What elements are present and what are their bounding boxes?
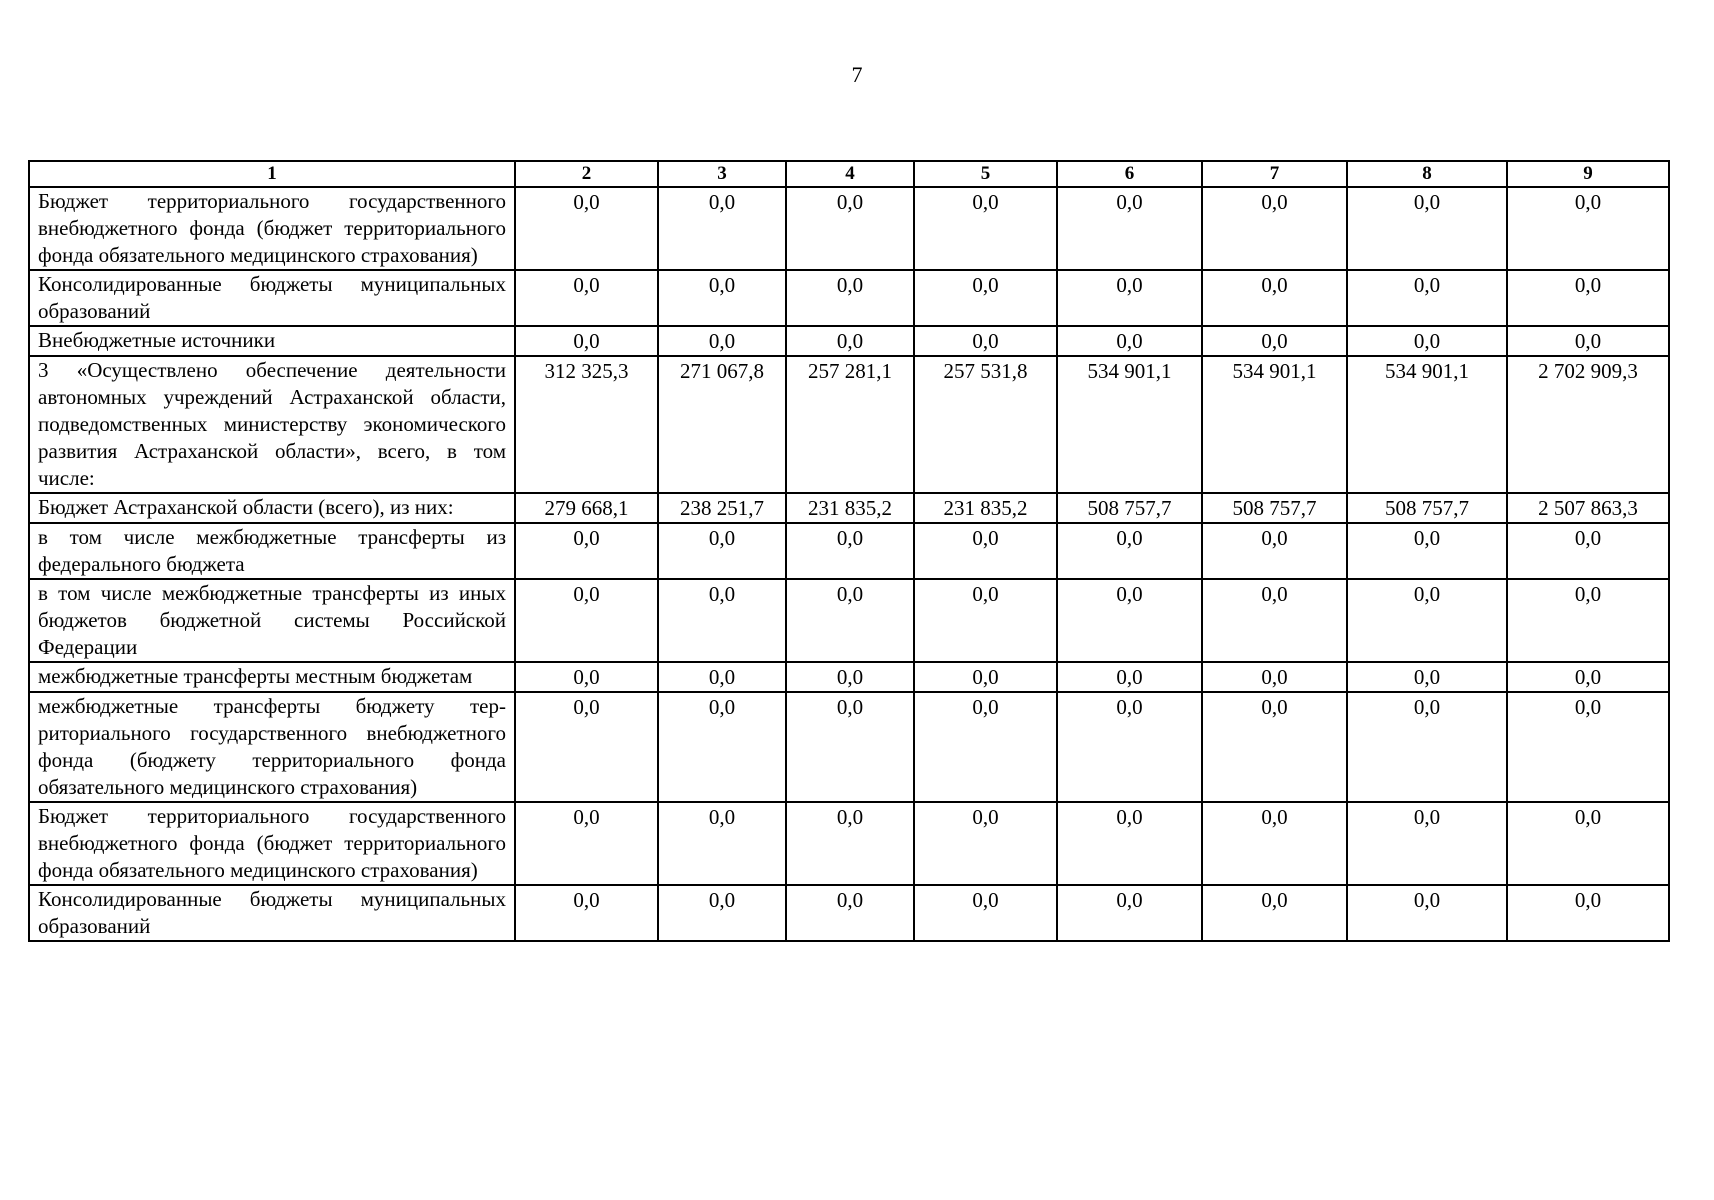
table-row bbox=[29, 326, 1669, 356]
value-cell: 0,0 bbox=[1507, 579, 1669, 662]
value-cell: 0,0 bbox=[1202, 885, 1347, 941]
table-body bbox=[29, 187, 1669, 941]
value-cell: 0,0 bbox=[914, 523, 1057, 579]
value-cell: 0,0 bbox=[515, 270, 658, 326]
value-cell: 508 757,7 bbox=[1202, 493, 1347, 523]
value-cell: 0,0 bbox=[515, 579, 658, 662]
value-cell: 0,0 bbox=[1057, 885, 1202, 941]
value-cell: 2 702 909,3 bbox=[1507, 356, 1669, 493]
value-cell: 0,0 bbox=[658, 885, 786, 941]
value-cell: 0,0 bbox=[515, 802, 658, 885]
row-label: Консолидированные бюджеты муниципальных образований bbox=[29, 270, 515, 326]
value-cell: 231 835,2 bbox=[914, 493, 1057, 523]
value-cell: 0,0 bbox=[786, 802, 914, 885]
page-number: 7 bbox=[851, 62, 863, 87]
value-cell: 271 067,8 bbox=[658, 356, 786, 493]
value-cell: 0,0 bbox=[1507, 523, 1669, 579]
value-cell: 0,0 bbox=[1347, 270, 1507, 326]
value-cell: 0,0 bbox=[1507, 270, 1669, 326]
value-cell: 534 901,1 bbox=[1202, 356, 1347, 493]
table-row bbox=[29, 356, 1669, 493]
row-label: Бюджет территориального государственного внебюджетного фонда (бюджет территориального фонда обязательного медицинского страхования) bbox=[29, 187, 515, 270]
budget-table bbox=[28, 160, 1670, 942]
value-cell: 0,0 bbox=[1202, 270, 1347, 326]
value-cell: 0,0 bbox=[515, 692, 658, 802]
column-header: 3 bbox=[658, 161, 786, 187]
column-header: 2 bbox=[515, 161, 658, 187]
row-label: Внебюджетные источники bbox=[29, 326, 515, 356]
value-cell: 0,0 bbox=[1507, 326, 1669, 356]
row-label: Бюджет Астраханской области (всего), из них: bbox=[29, 493, 515, 523]
value-cell: 0,0 bbox=[1202, 802, 1347, 885]
value-cell: 0,0 bbox=[1057, 523, 1202, 579]
value-cell: 312 325,3 bbox=[515, 356, 658, 493]
table-row bbox=[29, 493, 1669, 523]
value-cell: 0,0 bbox=[786, 662, 914, 692]
value-cell: 0,0 bbox=[1057, 692, 1202, 802]
column-header: 7 bbox=[1202, 161, 1347, 187]
value-cell: 0,0 bbox=[515, 187, 658, 270]
header-row bbox=[29, 161, 1669, 187]
value-cell: 0,0 bbox=[786, 187, 914, 270]
row-label: межбюджетные трансферты бюджету территориального государственного внебюджетного фонда (бюджету территориального фонда обязательного медицинского страхования) bbox=[29, 692, 515, 802]
value-cell: 0,0 bbox=[515, 523, 658, 579]
value-cell: 0,0 bbox=[786, 270, 914, 326]
value-cell: 0,0 bbox=[1347, 326, 1507, 356]
row-label: Консолидированные бюджеты муниципальных образований bbox=[29, 885, 515, 941]
value-cell: 0,0 bbox=[914, 662, 1057, 692]
value-cell: 0,0 bbox=[914, 579, 1057, 662]
column-header: 6 bbox=[1057, 161, 1202, 187]
column-header: 8 bbox=[1347, 161, 1507, 187]
value-cell: 231 835,2 bbox=[786, 493, 914, 523]
table-row bbox=[29, 523, 1669, 579]
value-cell: 534 901,1 bbox=[1057, 356, 1202, 493]
value-cell: 257 281,1 bbox=[786, 356, 914, 493]
value-cell: 0,0 bbox=[786, 692, 914, 802]
value-cell: 0,0 bbox=[1347, 187, 1507, 270]
value-cell: 0,0 bbox=[1347, 662, 1507, 692]
value-cell: 508 757,7 bbox=[1057, 493, 1202, 523]
value-cell: 0,0 bbox=[1347, 885, 1507, 941]
value-cell: 0,0 bbox=[1347, 523, 1507, 579]
row-label: Бюджет территориального государственного внебюджетного фонда (бюджет территориального фонда обязательного медицинского страхования) bbox=[29, 802, 515, 885]
value-cell: 0,0 bbox=[1202, 692, 1347, 802]
value-cell: 0,0 bbox=[1057, 270, 1202, 326]
value-cell: 0,0 bbox=[1347, 692, 1507, 802]
value-cell: 0,0 bbox=[1057, 662, 1202, 692]
value-cell: 0,0 bbox=[658, 579, 786, 662]
row-label: в том числе межбюджетные трансферты из иных бюджетов бюджетной системы Российской Федерации bbox=[29, 579, 515, 662]
value-cell: 0,0 bbox=[786, 523, 914, 579]
value-cell: 0,0 bbox=[1507, 802, 1669, 885]
value-cell: 0,0 bbox=[786, 885, 914, 941]
column-header: 4 bbox=[786, 161, 914, 187]
value-cell: 0,0 bbox=[515, 662, 658, 692]
value-cell: 0,0 bbox=[658, 662, 786, 692]
value-cell: 0,0 bbox=[914, 885, 1057, 941]
value-cell: 0,0 bbox=[658, 326, 786, 356]
value-cell: 0,0 bbox=[914, 187, 1057, 270]
row-label: в том числе межбюджетные трансферты из федерального бюджета bbox=[29, 523, 515, 579]
value-cell: 0,0 bbox=[1507, 662, 1669, 692]
table-row bbox=[29, 692, 1669, 802]
value-cell: 257 531,8 bbox=[914, 356, 1057, 493]
table-row bbox=[29, 662, 1669, 692]
value-cell: 0,0 bbox=[658, 692, 786, 802]
value-cell: 508 757,7 bbox=[1347, 493, 1507, 523]
value-cell: 0,0 bbox=[1057, 326, 1202, 356]
value-cell: 0,0 bbox=[1507, 187, 1669, 270]
table-row bbox=[29, 187, 1669, 270]
value-cell: 0,0 bbox=[658, 187, 786, 270]
value-cell: 0,0 bbox=[1202, 579, 1347, 662]
table-row bbox=[29, 270, 1669, 326]
row-label: 3 «Осуществлено обеспечение деятельности автономных учреждений Астраханской области, подведомственных министерству экономического развития Астраханской области», всего, в том числе: bbox=[29, 356, 515, 493]
column-header: 9 bbox=[1507, 161, 1669, 187]
value-cell: 0,0 bbox=[1347, 802, 1507, 885]
value-cell: 0,0 bbox=[1202, 662, 1347, 692]
table-header bbox=[29, 161, 1669, 187]
value-cell: 0,0 bbox=[1507, 885, 1669, 941]
value-cell: 0,0 bbox=[914, 802, 1057, 885]
value-cell: 0,0 bbox=[786, 579, 914, 662]
value-cell: 0,0 bbox=[658, 270, 786, 326]
value-cell: 0,0 bbox=[1057, 579, 1202, 662]
column-header: 1 bbox=[29, 161, 515, 187]
value-cell: 0,0 bbox=[914, 270, 1057, 326]
value-cell: 0,0 bbox=[515, 885, 658, 941]
value-cell: 238 251,7 bbox=[658, 493, 786, 523]
row-label: межбюджетные трансферты местным бюджетам bbox=[29, 662, 515, 692]
table-row bbox=[29, 885, 1669, 941]
value-cell: 0,0 bbox=[1507, 692, 1669, 802]
table-row bbox=[29, 579, 1669, 662]
value-cell: 534 901,1 bbox=[1347, 356, 1507, 493]
value-cell: 0,0 bbox=[786, 326, 914, 356]
value-cell: 0,0 bbox=[914, 692, 1057, 802]
value-cell: 0,0 bbox=[1057, 187, 1202, 270]
value-cell: 0,0 bbox=[1202, 187, 1347, 270]
table-row bbox=[29, 802, 1669, 885]
value-cell: 2 507 863,3 bbox=[1507, 493, 1669, 523]
value-cell: 0,0 bbox=[658, 523, 786, 579]
column-header: 5 bbox=[914, 161, 1057, 187]
value-cell: 279 668,1 bbox=[515, 493, 658, 523]
value-cell: 0,0 bbox=[1202, 326, 1347, 356]
value-cell: 0,0 bbox=[1057, 802, 1202, 885]
value-cell: 0,0 bbox=[1347, 579, 1507, 662]
value-cell: 0,0 bbox=[1202, 523, 1347, 579]
value-cell: 0,0 bbox=[914, 326, 1057, 356]
value-cell: 0,0 bbox=[658, 802, 786, 885]
value-cell: 0,0 bbox=[515, 326, 658, 356]
